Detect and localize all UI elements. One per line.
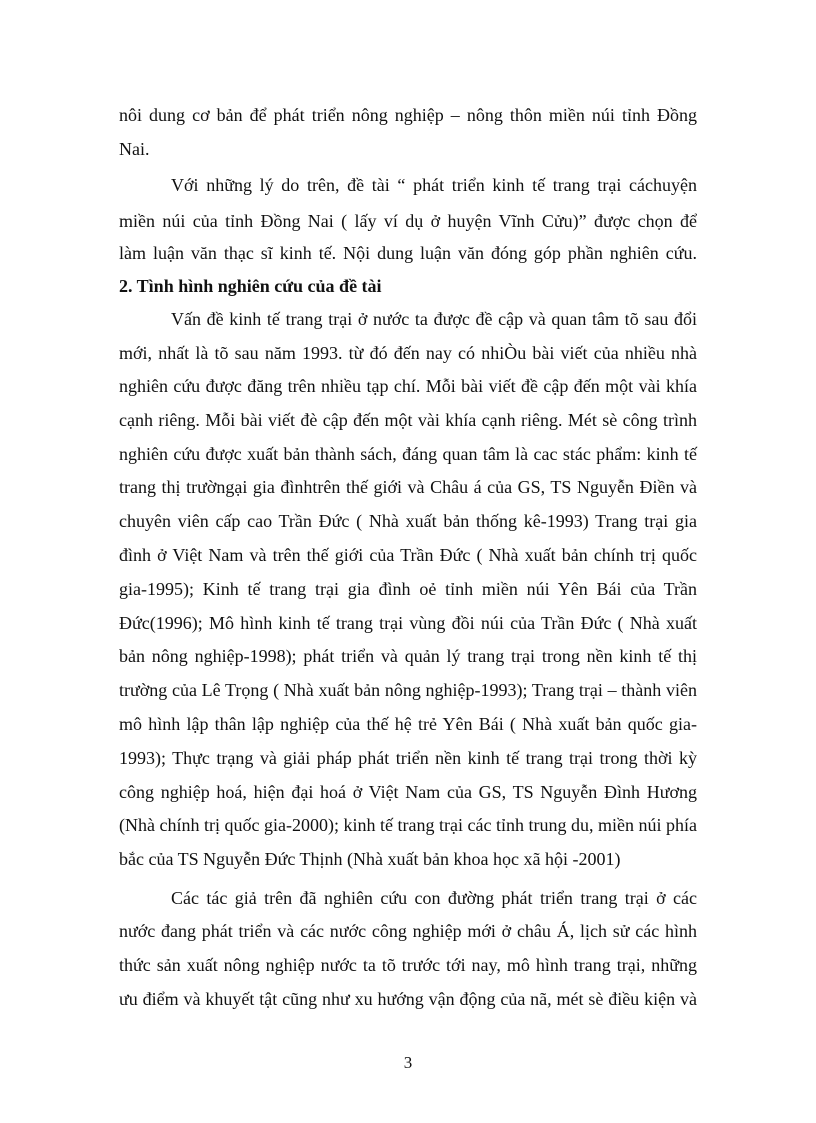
body-line: (Nhà chính trị quốc gia-2000); kinh tế trang trại các tỉnh trung du, miền núi phía [119, 815, 697, 835]
body-line: mô hình lập thân lập nghiệp của thế hệ trẻ Yên Bái ( Nhà xuất bản quốc gia- [119, 714, 697, 734]
body-line: 1993); Thực trạng và giải pháp phát triển nền kinh tế trang trại trong thời kỳ [119, 748, 697, 768]
body-line: bắc của TS Nguyễn Đức Thịnh (Nhà xuất bản khoa học xã hội -2001) [119, 849, 621, 869]
body-line: trường của Lê Trọng ( Nhà xuất bản nông nghiệp-1993); Trang trại – thành viên [119, 680, 697, 700]
body-line: công nghiệp hoá, hiện đại hoá ở Việt Nam của GS, TS Nguyễn Đình Hương [119, 782, 697, 802]
paragraph-first-line: Các tác giả trên đã nghiên cứu con đường phát triển trang trại ở các [171, 888, 697, 908]
body-line: ưu điểm và khuyết tật cũng như xu hướng vận động của nã, mét sè điều kiện và [119, 989, 697, 1009]
paragraph-first-line: Với những lý do trên, đề tài “ phát triển kinh tế trang trại cáchuyện [171, 175, 697, 195]
body-line: làm luận văn thạc sĩ kinh tế. Nội dung luận văn đóng góp phần nghiên cứu. [119, 243, 697, 263]
body-line: miền núi của tỉnh Đồng Nai ( lấy ví dụ ở huyện Vĩnh Cửu)” được chọn để [119, 211, 697, 231]
section-heading: 2. Tình hình nghiên cứu của đề tài [119, 276, 382, 296]
body-line: bản nông nghiệp-1998); phát triển và quản lý trang trại trong nền kinh tế thị [119, 646, 697, 666]
body-line: Nai. [119, 139, 150, 159]
body-line: đình ở Việt Nam và trên thế giới của Trần Đức ( Nhà xuất bản chính trị quốc [119, 545, 697, 565]
body-line: mới, nhất là tõ sau năm 1993. từ đó đến nay có nhiÒu bài viết của nhiều nhà [119, 343, 697, 363]
body-line: nghiên cứu được xuất bản thành sách, đáng quan tâm là cac stác phẩm: kinh tế [119, 444, 697, 464]
body-line: nước đang phát triển và các nước công nghiệp mới ở châu Á, lịch sử các hình [119, 921, 697, 941]
page-number: 3 [403, 1053, 413, 1072]
body-line: thức sản xuất nông nghiệp nước ta tõ trước tới nay, mô hình trang trại, những [119, 955, 697, 975]
body-line: nôi dung cơ bản để phát triển nông nghiệp – nông thôn miền núi tỉnh Đồng [119, 105, 697, 125]
body-line: gia-1995); Kinh tế trang trại gia đình oẻ tỉnh miền núi Yên Bái của Trần [119, 579, 697, 599]
body-line: Đức(1996); Mô hình kinh tế trang trại vùng đồi núi của Trần Đức ( Nhà xuất [119, 613, 697, 633]
body-line: cạnh riêng. Mỗi bài viết đè cập đến một vài khía cạnh riêng. Mét sè công trình [119, 410, 697, 430]
body-line: chuyên viên cấp cao Trần Đức ( Nhà xuất bản thống kê-1993) Trang trại gia [119, 511, 697, 531]
body-line: trang thị trườngại gia đìnhtrên thế giới và Châu á của GS, TS Nguyễn Điền và [119, 477, 697, 497]
paragraph-first-line: Vấn đề kinh tế trang trại ở nước ta được đề cập và quan tâm tõ sau đổi [171, 309, 697, 329]
body-line: nghiên cứu được đăng trên nhiều tạp chí. Mỗi bài viết đề cập đến một vài khía [119, 376, 697, 396]
